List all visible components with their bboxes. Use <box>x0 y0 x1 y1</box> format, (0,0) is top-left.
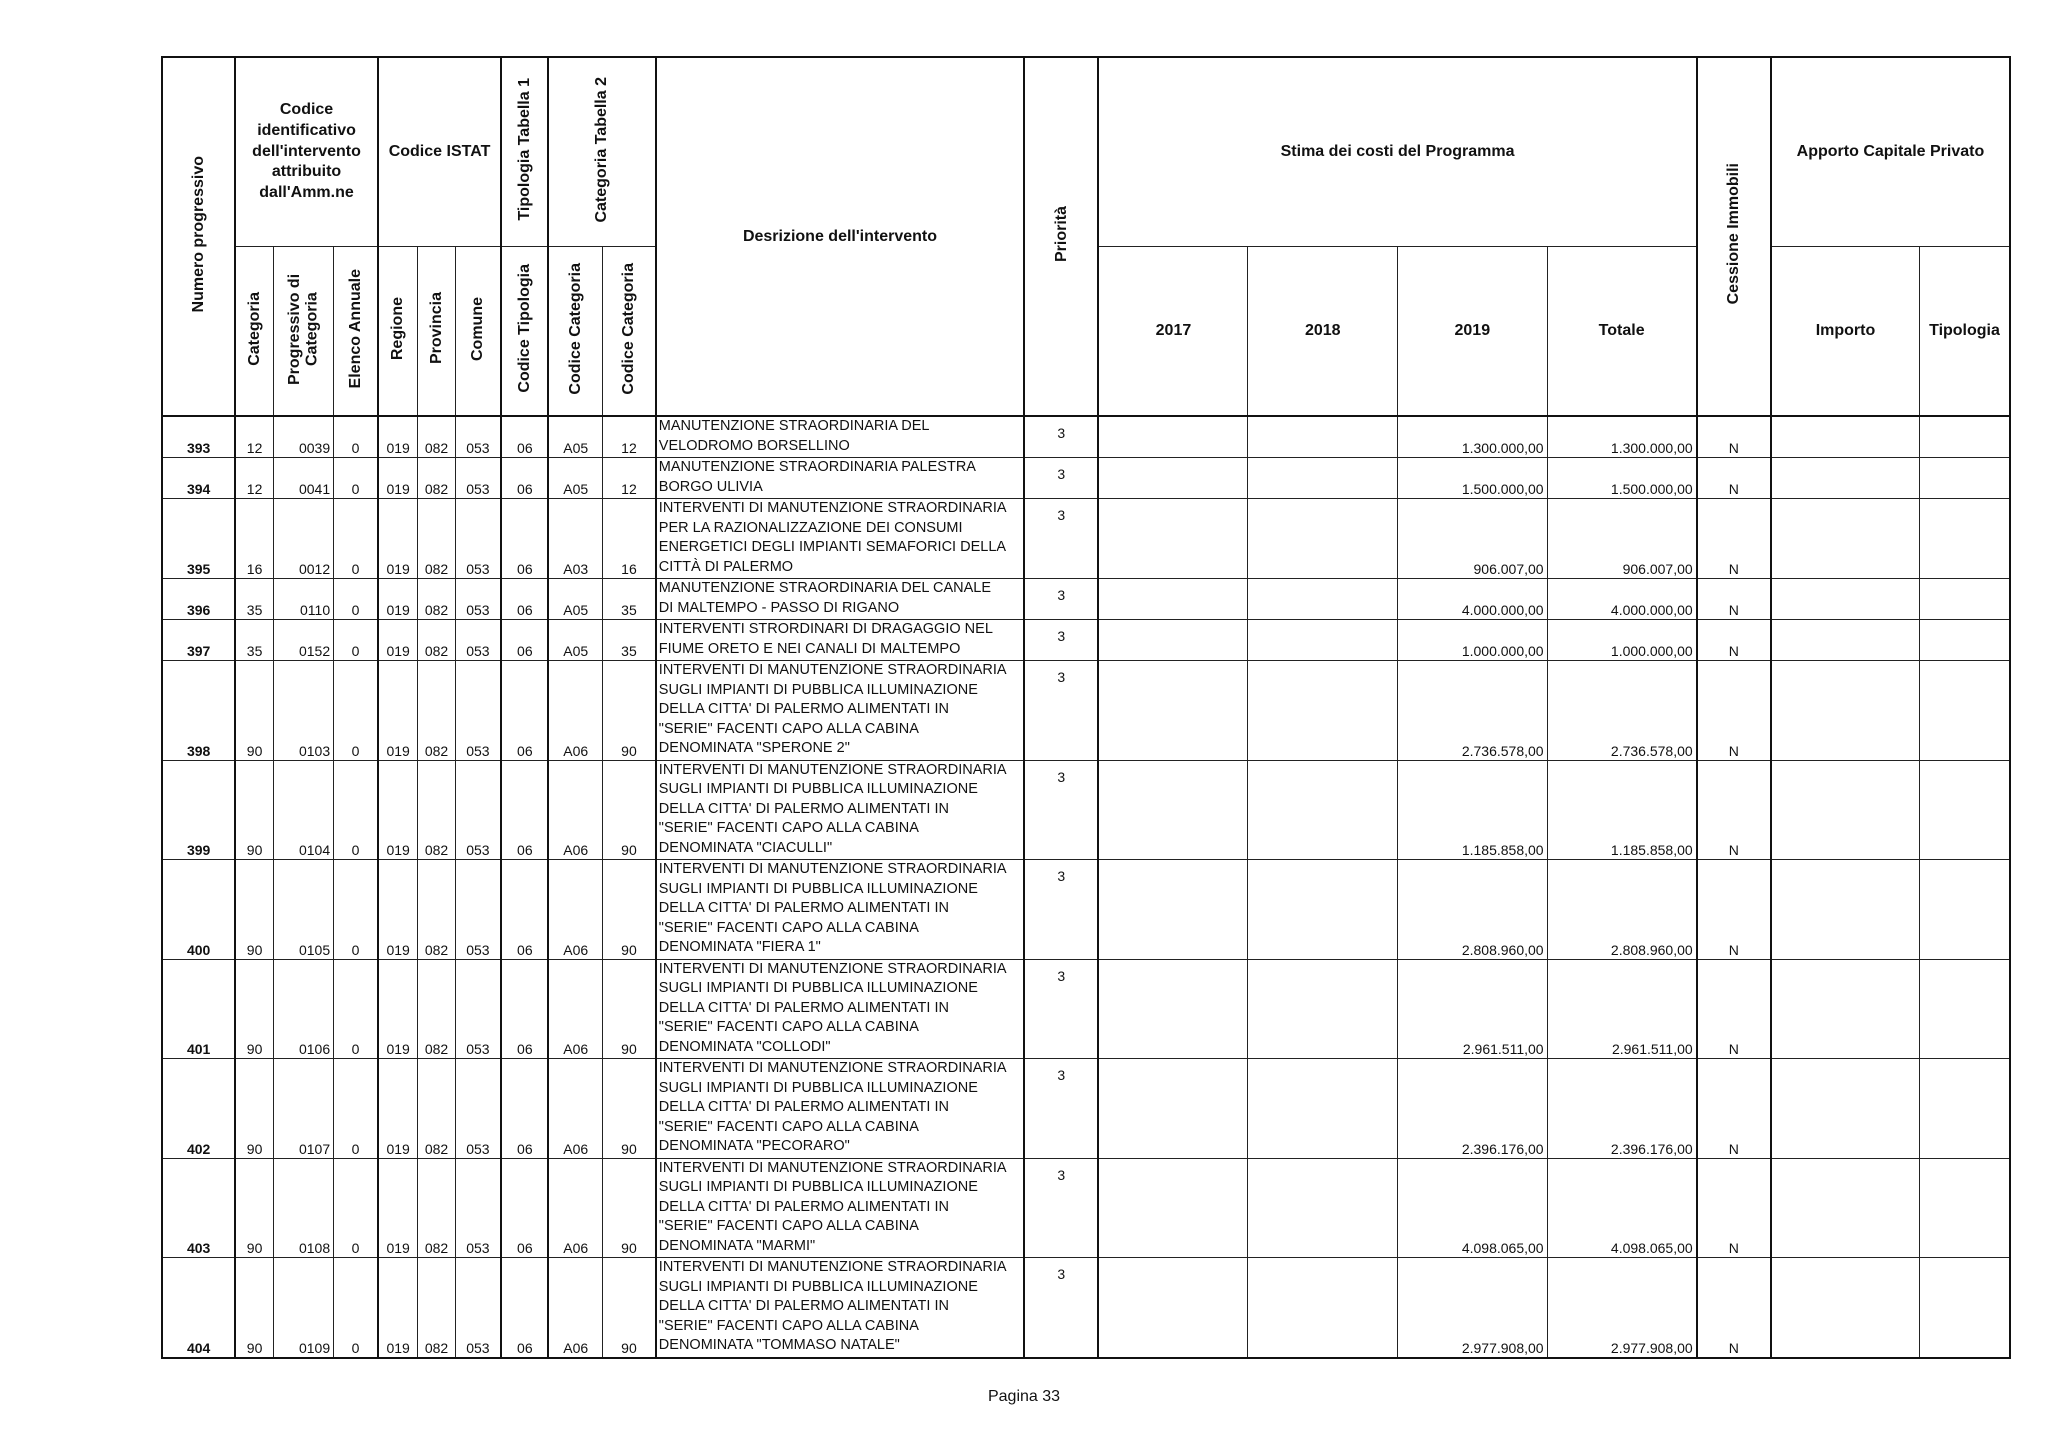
cell-progressivo: 0106 <box>273 959 333 1059</box>
cell-numero: 397 <box>162 620 235 661</box>
program-table <box>161 56 2011 1359</box>
cell-regione: 019 <box>378 499 418 579</box>
header-categoria-tabella2: Categoria Tabella 2 <box>548 57 655 247</box>
header-tipologia-tabella1: Tipologia Tabella 1 <box>501 57 548 247</box>
cell-categoria: 90 <box>235 1059 273 1159</box>
cell-codice-categoria-2: 90 <box>603 1258 656 1358</box>
cell-progressivo: 0109 <box>273 1258 333 1358</box>
cell-comune: 053 <box>455 1059 501 1159</box>
cell-numero: 404 <box>162 1258 235 1358</box>
cell-progressivo: 0039 <box>273 416 333 458</box>
cell-progressivo: 0012 <box>273 499 333 579</box>
table-row <box>162 499 2010 579</box>
cell-comune: 053 <box>455 661 501 761</box>
cell-descrizione: INTERVENTI DI MANUTENZIONE STRAORDINARIA SUGLI IMPIANTI DI PUBBLICA ILLUMINAZIONE DELLA CITTA' DI PALERMO ALIMENTATI IN "SERIE" FACENTI CAPO ALLA CABINA DENOMINATA "COLLODI" <box>656 959 1024 1059</box>
cell-tipologia <box>1919 416 2010 458</box>
cell-progressivo: 0103 <box>273 661 333 761</box>
cell-cessione: N <box>1697 620 1771 661</box>
cell-cessione: N <box>1697 860 1771 960</box>
cell-2018 <box>1248 458 1398 499</box>
cell-2019: 4.000.000,00 <box>1398 579 1548 620</box>
cell-totale: 4.000.000,00 <box>1547 579 1697 620</box>
header-apporto-capitale: Apporto Capitale Privato <box>1771 57 2010 247</box>
cell-2019: 1.500.000,00 <box>1398 458 1548 499</box>
header-totale: Totale <box>1547 247 1697 417</box>
cell-comune: 053 <box>455 499 501 579</box>
cell-2018 <box>1248 1158 1398 1258</box>
cell-totale: 1.300.000,00 <box>1547 416 1697 458</box>
cell-codice-categoria-2: 90 <box>603 860 656 960</box>
cell-codice-tipologia: 06 <box>501 579 548 620</box>
cell-comune: 053 <box>455 579 501 620</box>
cell-importo <box>1771 1059 1920 1159</box>
header-provincia: Provincia <box>418 247 455 417</box>
header-categoria: Categoria <box>235 247 273 417</box>
cell-2017 <box>1098 499 1248 579</box>
cell-categoria: 35 <box>235 620 273 661</box>
cell-2019: 2.961.511,00 <box>1398 959 1548 1059</box>
cell-totale: 2.396.176,00 <box>1547 1059 1697 1159</box>
cell-totale: 1.185.858,00 <box>1547 760 1697 860</box>
cell-tipologia <box>1919 760 2010 860</box>
cell-regione: 019 <box>378 458 418 499</box>
cell-2019: 2.977.908,00 <box>1398 1258 1548 1358</box>
cell-provincia: 082 <box>418 499 455 579</box>
page-footer: Pagina 33 <box>987 1388 1061 1405</box>
header-regione: Regione <box>378 247 418 417</box>
cell-codice-categoria-2: 90 <box>603 1158 656 1258</box>
header-cessione-immobili: Cessione Immobili <box>1697 57 1771 416</box>
cell-progressivo: 0104 <box>273 760 333 860</box>
cell-descrizione: INTERVENTI DI MANUTENZIONE STRAORDINARIA SUGLI IMPIANTI DI PUBBLICA ILLUMINAZIONE DELLA CITTA' DI PALERMO ALIMENTATI IN "SERIE" FACENTI CAPO ALLA CABINA DENOMINATA "SPERONE 2" <box>656 661 1024 761</box>
cell-2019: 4.098.065,00 <box>1398 1158 1548 1258</box>
cell-comune: 053 <box>455 620 501 661</box>
cell-provincia: 082 <box>418 959 455 1059</box>
cell-codice-tipologia: 06 <box>501 620 548 661</box>
cell-regione: 019 <box>378 416 418 458</box>
cell-regione: 019 <box>378 760 418 860</box>
cell-elenco-annuale: 0 <box>334 860 378 960</box>
cell-totale: 2.808.960,00 <box>1547 860 1697 960</box>
cell-codice-tipologia: 06 <box>501 661 548 761</box>
table-row <box>162 416 2010 458</box>
cell-cessione: N <box>1697 1158 1771 1258</box>
cell-provincia: 082 <box>418 860 455 960</box>
cell-regione: 019 <box>378 959 418 1059</box>
cell-regione: 019 <box>378 579 418 620</box>
cell-tipologia <box>1919 1258 2010 1358</box>
cell-importo <box>1771 661 1920 761</box>
cell-2019: 2.396.176,00 <box>1398 1059 1548 1159</box>
cell-2017 <box>1098 416 1248 458</box>
table-row <box>162 661 2010 761</box>
cell-numero: 400 <box>162 860 235 960</box>
cell-elenco-annuale: 0 <box>334 579 378 620</box>
header-2018: 2018 <box>1248 247 1398 417</box>
cell-descrizione: INTERVENTI DI MANUTENZIONE STRAORDINARIA PER LA RAZIONALIZZAZIONE DEI CONSUMI ENERGETICI DEGLI IMPIANTI SEMAFORICI DELLA CITTÀ DI PALERMO <box>656 499 1024 579</box>
table-row <box>162 860 2010 960</box>
cell-2017 <box>1098 959 1248 1059</box>
cell-tipologia <box>1919 860 2010 960</box>
cell-codice-categoria: A05 <box>548 416 602 458</box>
cell-elenco-annuale: 0 <box>334 458 378 499</box>
cell-2017 <box>1098 1258 1248 1358</box>
cell-elenco-annuale: 0 <box>334 416 378 458</box>
cell-categoria: 12 <box>235 416 273 458</box>
cell-elenco-annuale: 0 <box>334 661 378 761</box>
cell-elenco-annuale: 0 <box>334 1059 378 1159</box>
header-stima-costi: Stima dei costi del Programma <box>1098 57 1696 247</box>
cell-provincia: 082 <box>418 760 455 860</box>
cell-totale: 1.500.000,00 <box>1547 458 1697 499</box>
cell-tipologia <box>1919 1059 2010 1159</box>
cell-categoria: 90 <box>235 860 273 960</box>
header-codice-identificativo: Codice identificativo dell'intervento attribuito dall'Amm.ne <box>235 57 378 247</box>
cell-2018 <box>1248 499 1398 579</box>
cell-comune: 053 <box>455 1158 501 1258</box>
cell-codice-tipologia: 06 <box>501 1258 548 1358</box>
cell-elenco-annuale: 0 <box>334 959 378 1059</box>
cell-2019: 1.300.000,00 <box>1398 416 1548 458</box>
cell-categoria: 16 <box>235 499 273 579</box>
cell-tipologia <box>1919 620 2010 661</box>
header-priorita: Priorità <box>1024 57 1098 416</box>
cell-priorita: 3 <box>1024 458 1098 499</box>
header-2019: 2019 <box>1398 247 1548 417</box>
cell-elenco-annuale: 0 <box>334 1258 378 1358</box>
cell-regione: 019 <box>378 1258 418 1358</box>
cell-codice-categoria-2: 90 <box>603 959 656 1059</box>
cell-provincia: 082 <box>418 620 455 661</box>
cell-2017 <box>1098 860 1248 960</box>
cell-descrizione: MANUTENZIONE STRAORDINARIA PALESTRA BORGO ULIVIA <box>656 458 1024 499</box>
cell-provincia: 082 <box>418 661 455 761</box>
cell-categoria: 90 <box>235 1158 273 1258</box>
header-2017: 2017 <box>1098 247 1248 417</box>
cell-descrizione: INTERVENTI STRORDINARI DI DRAGAGGIO NEL FIUME ORETO E NEI CANALI DI MALTEMPO <box>656 620 1024 661</box>
cell-importo <box>1771 860 1920 960</box>
cell-2017 <box>1098 760 1248 860</box>
cell-elenco-annuale: 0 <box>334 499 378 579</box>
cell-descrizione: INTERVENTI DI MANUTENZIONE STRAORDINARIA SUGLI IMPIANTI DI PUBBLICA ILLUMINAZIONE DELLA CITTA' DI PALERMO ALIMENTATI IN "SERIE" FACENTI CAPO ALLA CABINA DENOMINATA "PECORARO" <box>656 1059 1024 1159</box>
cell-totale: 906.007,00 <box>1547 499 1697 579</box>
cell-codice-tipologia: 06 <box>501 499 548 579</box>
cell-descrizione: INTERVENTI DI MANUTENZIONE STRAORDINARIA SUGLI IMPIANTI DI PUBBLICA ILLUMINAZIONE DELLA CITTA' DI PALERMO ALIMENTATI IN "SERIE" FACENTI CAPO ALLA CABINA DENOMINATA "TOMMASO NATALE" <box>656 1258 1024 1358</box>
header-elenco-annuale: Elenco Annuale <box>334 247 378 417</box>
cell-codice-categoria-2: 90 <box>603 661 656 761</box>
cell-importo <box>1771 1158 1920 1258</box>
cell-codice-categoria-2: 90 <box>603 760 656 860</box>
cell-tipologia <box>1919 458 2010 499</box>
table-row <box>162 959 2010 1059</box>
cell-priorita: 3 <box>1024 1059 1098 1159</box>
cell-codice-categoria: A05 <box>548 458 602 499</box>
cell-comune: 053 <box>455 458 501 499</box>
cell-codice-categoria-2: 35 <box>603 620 656 661</box>
cell-2018 <box>1248 860 1398 960</box>
cell-importo <box>1771 959 1920 1059</box>
header-tipologia: Tipologia <box>1919 247 2010 417</box>
cell-numero: 393 <box>162 416 235 458</box>
cell-numero: 402 <box>162 1059 235 1159</box>
cell-cessione: N <box>1697 760 1771 860</box>
cell-2018 <box>1248 416 1398 458</box>
cell-elenco-annuale: 0 <box>334 760 378 860</box>
cell-codice-tipologia: 06 <box>501 1158 548 1258</box>
header-progressivo-categoria: Progressivo di Categoria <box>273 247 333 417</box>
cell-categoria: 90 <box>235 661 273 761</box>
cell-priorita: 3 <box>1024 959 1098 1059</box>
cell-codice-categoria: A06 <box>548 661 602 761</box>
cell-comune: 053 <box>455 1258 501 1358</box>
cell-descrizione: MANUTENZIONE STRAORDINARIA DEL VELODROMO BORSELLINO <box>656 416 1024 458</box>
table-row <box>162 1158 2010 1258</box>
cell-2017 <box>1098 579 1248 620</box>
cell-2018 <box>1248 959 1398 1059</box>
cell-numero: 401 <box>162 959 235 1059</box>
cell-2017 <box>1098 620 1248 661</box>
cell-cessione: N <box>1697 661 1771 761</box>
header-descrizione: Desrizione dell'intervento <box>656 57 1024 416</box>
cell-totale: 2.961.511,00 <box>1547 959 1697 1059</box>
cell-priorita: 3 <box>1024 760 1098 860</box>
table-row <box>162 1258 2010 1358</box>
cell-numero: 398 <box>162 661 235 761</box>
cell-regione: 019 <box>378 661 418 761</box>
cell-tipologia <box>1919 1158 2010 1258</box>
cell-numero: 403 <box>162 1158 235 1258</box>
table-row <box>162 620 2010 661</box>
cell-2018 <box>1248 620 1398 661</box>
cell-2019: 2.808.960,00 <box>1398 860 1548 960</box>
cell-progressivo: 0108 <box>273 1158 333 1258</box>
cell-codice-tipologia: 06 <box>501 760 548 860</box>
cell-progressivo: 0105 <box>273 860 333 960</box>
cell-tipologia <box>1919 661 2010 761</box>
cell-priorita: 3 <box>1024 416 1098 458</box>
cell-cessione: N <box>1697 1059 1771 1159</box>
cell-codice-categoria: A05 <box>548 579 602 620</box>
cell-importo <box>1771 458 1920 499</box>
header-importo: Importo <box>1771 247 1920 417</box>
cell-cessione: N <box>1697 499 1771 579</box>
cell-codice-tipologia: 06 <box>501 959 548 1059</box>
cell-cessione: N <box>1697 959 1771 1059</box>
cell-2018 <box>1248 1059 1398 1159</box>
cell-totale: 1.000.000,00 <box>1547 620 1697 661</box>
cell-numero: 396 <box>162 579 235 620</box>
cell-provincia: 082 <box>418 1059 455 1159</box>
cell-2018 <box>1248 760 1398 860</box>
cell-comune: 053 <box>455 959 501 1059</box>
cell-provincia: 082 <box>418 579 455 620</box>
cell-progressivo: 0110 <box>273 579 333 620</box>
cell-totale: 4.098.065,00 <box>1547 1158 1697 1258</box>
cell-2017 <box>1098 661 1248 761</box>
cell-cessione: N <box>1697 579 1771 620</box>
cell-categoria: 90 <box>235 1258 273 1358</box>
cell-codice-tipologia: 06 <box>501 416 548 458</box>
cell-totale: 2.736.578,00 <box>1547 661 1697 761</box>
cell-codice-tipologia: 06 <box>501 1059 548 1159</box>
cell-importo <box>1771 760 1920 860</box>
cell-cessione: N <box>1697 416 1771 458</box>
cell-elenco-annuale: 0 <box>334 1158 378 1258</box>
cell-categoria: 90 <box>235 760 273 860</box>
cell-codice-categoria-2: 35 <box>603 579 656 620</box>
cell-comune: 053 <box>455 860 501 960</box>
cell-priorita: 3 <box>1024 620 1098 661</box>
cell-codice-categoria: A06 <box>548 760 602 860</box>
cell-numero: 394 <box>162 458 235 499</box>
cell-codice-tipologia: 06 <box>501 860 548 960</box>
cell-importo <box>1771 416 1920 458</box>
cell-tipologia <box>1919 579 2010 620</box>
cell-regione: 019 <box>378 1059 418 1159</box>
cell-provincia: 082 <box>418 1258 455 1358</box>
cell-importo <box>1771 1258 1920 1358</box>
cell-importo <box>1771 620 1920 661</box>
cell-codice-categoria-2: 12 <box>603 458 656 499</box>
header-codice-categoria-1: Codice Categoria <box>548 247 602 417</box>
cell-2018 <box>1248 579 1398 620</box>
table-row <box>162 458 2010 499</box>
cell-elenco-annuale: 0 <box>334 620 378 661</box>
cell-2018 <box>1248 1258 1398 1358</box>
cell-totale: 2.977.908,00 <box>1547 1258 1697 1358</box>
cell-2019: 906.007,00 <box>1398 499 1548 579</box>
cell-codice-categoria: A06 <box>548 1258 602 1358</box>
cell-comune: 053 <box>455 760 501 860</box>
cell-progressivo: 0152 <box>273 620 333 661</box>
header-numero: Numero progressivo <box>162 57 235 416</box>
cell-categoria: 35 <box>235 579 273 620</box>
cell-numero: 399 <box>162 760 235 860</box>
cell-tipologia <box>1919 499 2010 579</box>
cell-descrizione: INTERVENTI DI MANUTENZIONE STRAORDINARIA SUGLI IMPIANTI DI PUBBLICA ILLUMINAZIONE DELLA CITTA' DI PALERMO ALIMENTATI IN "SERIE" FACENTI CAPO ALLA CABINA DENOMINATA "CIACULLI" <box>656 760 1024 860</box>
cell-importo <box>1771 499 1920 579</box>
cell-2019: 2.736.578,00 <box>1398 661 1548 761</box>
cell-codice-categoria-2: 16 <box>603 499 656 579</box>
cell-codice-categoria: A06 <box>548 959 602 1059</box>
cell-descrizione: INTERVENTI DI MANUTENZIONE STRAORDINARIA SUGLI IMPIANTI DI PUBBLICA ILLUMINAZIONE DELLA CITTA' DI PALERMO ALIMENTATI IN "SERIE" FACENTI CAPO ALLA CABINA DENOMINATA "MARMI" <box>656 1158 1024 1258</box>
cell-tipologia <box>1919 959 2010 1059</box>
table-body <box>162 416 2010 1358</box>
cell-codice-categoria: A05 <box>548 620 602 661</box>
cell-comune: 053 <box>455 416 501 458</box>
cell-codice-categoria-2: 90 <box>603 1059 656 1159</box>
cell-codice-categoria: A03 <box>548 499 602 579</box>
cell-cessione: N <box>1697 1258 1771 1358</box>
cell-2017 <box>1098 458 1248 499</box>
cell-priorita: 3 <box>1024 661 1098 761</box>
table-row <box>162 1059 2010 1159</box>
cell-descrizione: MANUTENZIONE STRAORDINARIA DEL CANALE DI MALTEMPO - PASSO DI RIGANO <box>656 579 1024 620</box>
cell-priorita: 3 <box>1024 579 1098 620</box>
header-codice-categoria-2: Codice Categoria <box>603 247 656 417</box>
cell-2018 <box>1248 661 1398 761</box>
cell-codice-categoria: A06 <box>548 1059 602 1159</box>
cell-categoria: 90 <box>235 959 273 1059</box>
cell-2017 <box>1098 1059 1248 1159</box>
cell-codice-categoria: A06 <box>548 860 602 960</box>
cell-categoria: 12 <box>235 458 273 499</box>
header-codice-tipologia: Codice Tipologia <box>501 247 548 417</box>
cell-importo <box>1771 579 1920 620</box>
cell-progressivo: 0107 <box>273 1059 333 1159</box>
cell-numero: 395 <box>162 499 235 579</box>
header-codice-istat: Codice ISTAT <box>378 57 501 247</box>
cell-progressivo: 0041 <box>273 458 333 499</box>
cell-regione: 019 <box>378 620 418 661</box>
cell-codice-categoria: A06 <box>548 1158 602 1258</box>
cell-priorita: 3 <box>1024 499 1098 579</box>
cell-priorita: 3 <box>1024 860 1098 960</box>
cell-codice-tipologia: 06 <box>501 458 548 499</box>
cell-regione: 019 <box>378 1158 418 1258</box>
cell-provincia: 082 <box>418 1158 455 1258</box>
cell-2017 <box>1098 1158 1248 1258</box>
cell-descrizione: INTERVENTI DI MANUTENZIONE STRAORDINARIA SUGLI IMPIANTI DI PUBBLICA ILLUMINAZIONE DELLA CITTA' DI PALERMO ALIMENTATI IN "SERIE" FACENTI CAPO ALLA CABINA DENOMINATA "FIERA 1" <box>656 860 1024 960</box>
cell-2019: 1.000.000,00 <box>1398 620 1548 661</box>
header-comune: Comune <box>455 247 501 417</box>
cell-regione: 019 <box>378 860 418 960</box>
cell-priorita: 3 <box>1024 1258 1098 1358</box>
cell-2019: 1.185.858,00 <box>1398 760 1548 860</box>
table-row <box>162 579 2010 620</box>
cell-provincia: 082 <box>418 416 455 458</box>
cell-cessione: N <box>1697 458 1771 499</box>
table-row <box>162 760 2010 860</box>
cell-priorita: 3 <box>1024 1158 1098 1258</box>
cell-provincia: 082 <box>418 458 455 499</box>
cell-codice-categoria-2: 12 <box>603 416 656 458</box>
